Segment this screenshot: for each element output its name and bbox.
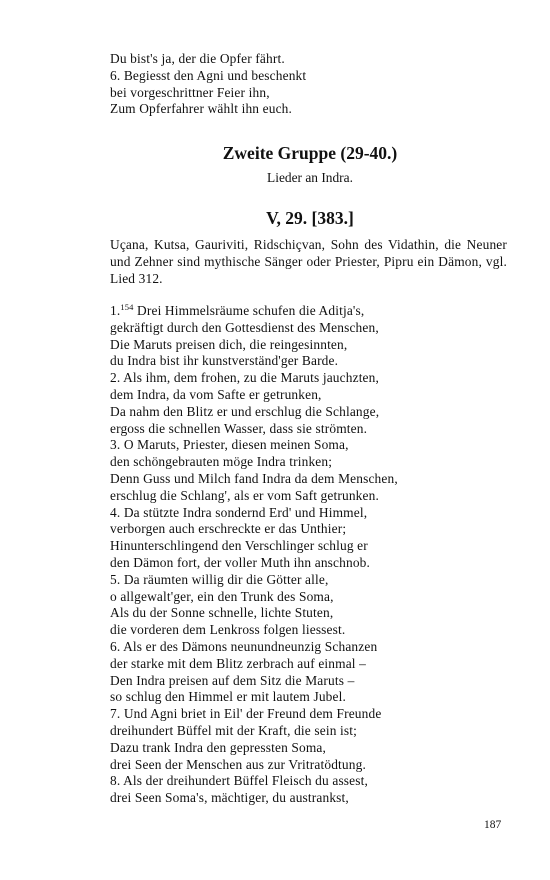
footnote-marker[interactable]: 154: [120, 302, 134, 312]
verse-line: 7. Und Agni briet in Eil' der Freund dem Freunde: [110, 706, 382, 722]
verse-line: 6. Als er des Dämons neunundneunzig Schanzen: [110, 638, 378, 654]
verse-line: die vorderen dem Lenkross folgen liessest.: [110, 622, 346, 638]
verse-line: dreihundert Büffel mit der Kraft, die sein ist;: [110, 722, 358, 738]
verse-line: drei Seen der Menschen aus zur Vritratödtung.: [110, 756, 366, 772]
verse-line: Zum Opferfahrer wählt ihn euch.: [110, 101, 293, 117]
verse-line: dem Indra, da vom Safte er getrunken,: [110, 386, 322, 402]
verse-line: 6. Begiesst den Agni und beschenkt: [110, 67, 307, 83]
verse-number: 1.: [110, 303, 121, 318]
verse-line: bei vorgeschrittner Feier ihn,: [110, 84, 270, 100]
verse-line: der starke mit dem Blitz zerbrach auf einmal –: [110, 655, 367, 671]
group-subtitle: Lieder an Indra.: [267, 170, 353, 185]
verse-line: 2. Als ihm, dem frohen, zu die Maruts jauchzten,: [110, 370, 379, 386]
hymn-intro: Uçana, Kutsa, Gauriviti, Ridschiçvan, Sohn des Vidathin, die Neuner und Zehner sind mythische Sänger oder Priester, Pipru ein Dämon, vgl. Lied 312.: [110, 237, 507, 286]
verse-line: du Indra bist ihr kunstverständ'ger Barde.: [110, 353, 339, 369]
verse-line: Hinunterschlingend den Verschlinger schlug er: [110, 538, 368, 554]
hymn-title: V, 29. [383.]: [266, 208, 354, 228]
top-verse: [110, 51, 520, 118]
verse-line: Die Maruts preisen dich, die reingesinnten,: [110, 336, 348, 352]
verse-line: Denn Guss und Milch fand Indra da dem Menschen,: [110, 470, 398, 486]
verse-text: Drei Himmelsräume schufen die Aditja's,: [133, 303, 365, 318]
verse-line: o allgewalt'ger, ein den Trunk des Soma,: [110, 588, 334, 604]
verse-line: 4. Da stützte Indra sondernd Erd' und Himmel,: [110, 504, 368, 520]
verse-line: drei Seen Soma's, mächtiger, du austrankst,: [110, 790, 349, 806]
verse-line: Du bist's ja, der die Opfer fährt.: [110, 51, 285, 66]
verse-line: Als du der Sonne schnelle, lichte Stuten,: [110, 605, 334, 621]
verse-line: ergoss die schnellen Wasser, dass sie strömten.: [110, 420, 368, 436]
verse-line: [110, 303, 520, 320]
verse-line: erschlug die Schlang', als er vom Saft getrunken.: [110, 487, 379, 503]
group-title: Zweite Gruppe (29-40.): [222, 143, 398, 163]
verse-line: Da nahm den Blitz er und erschlug die Schlange,: [110, 403, 380, 419]
verse-line: 5. Da räumten willig dir die Götter alle,: [110, 571, 329, 587]
verse-line: den Dämon fort, der voller Muth ihn anschnob.: [110, 554, 371, 570]
verse-line: Den Indra preisen auf dem Sitz die Maruts –: [110, 672, 355, 688]
verse-line: 8. Als der dreihundert Büffel Fleisch du assest,: [110, 773, 368, 789]
verse-line: Dazu trank Indra den gepressten Soma,: [110, 739, 327, 755]
verse-line: 3. O Maruts, Priester, diesen meinen Soma,: [110, 437, 349, 453]
page-number: 187: [484, 819, 502, 831]
verse-line: so schlug den Himmel er mit lautem Jubel.: [110, 689, 346, 705]
verse-line: gekräftigt durch den Gottesdienst des Menschen,: [110, 319, 379, 335]
hymn-verses: [110, 303, 520, 807]
verse-line: verborgen auch erschreckte er das Unthier;: [110, 521, 347, 537]
verse-line: den schöngebrauten möge Indra trinken;: [110, 454, 333, 470]
